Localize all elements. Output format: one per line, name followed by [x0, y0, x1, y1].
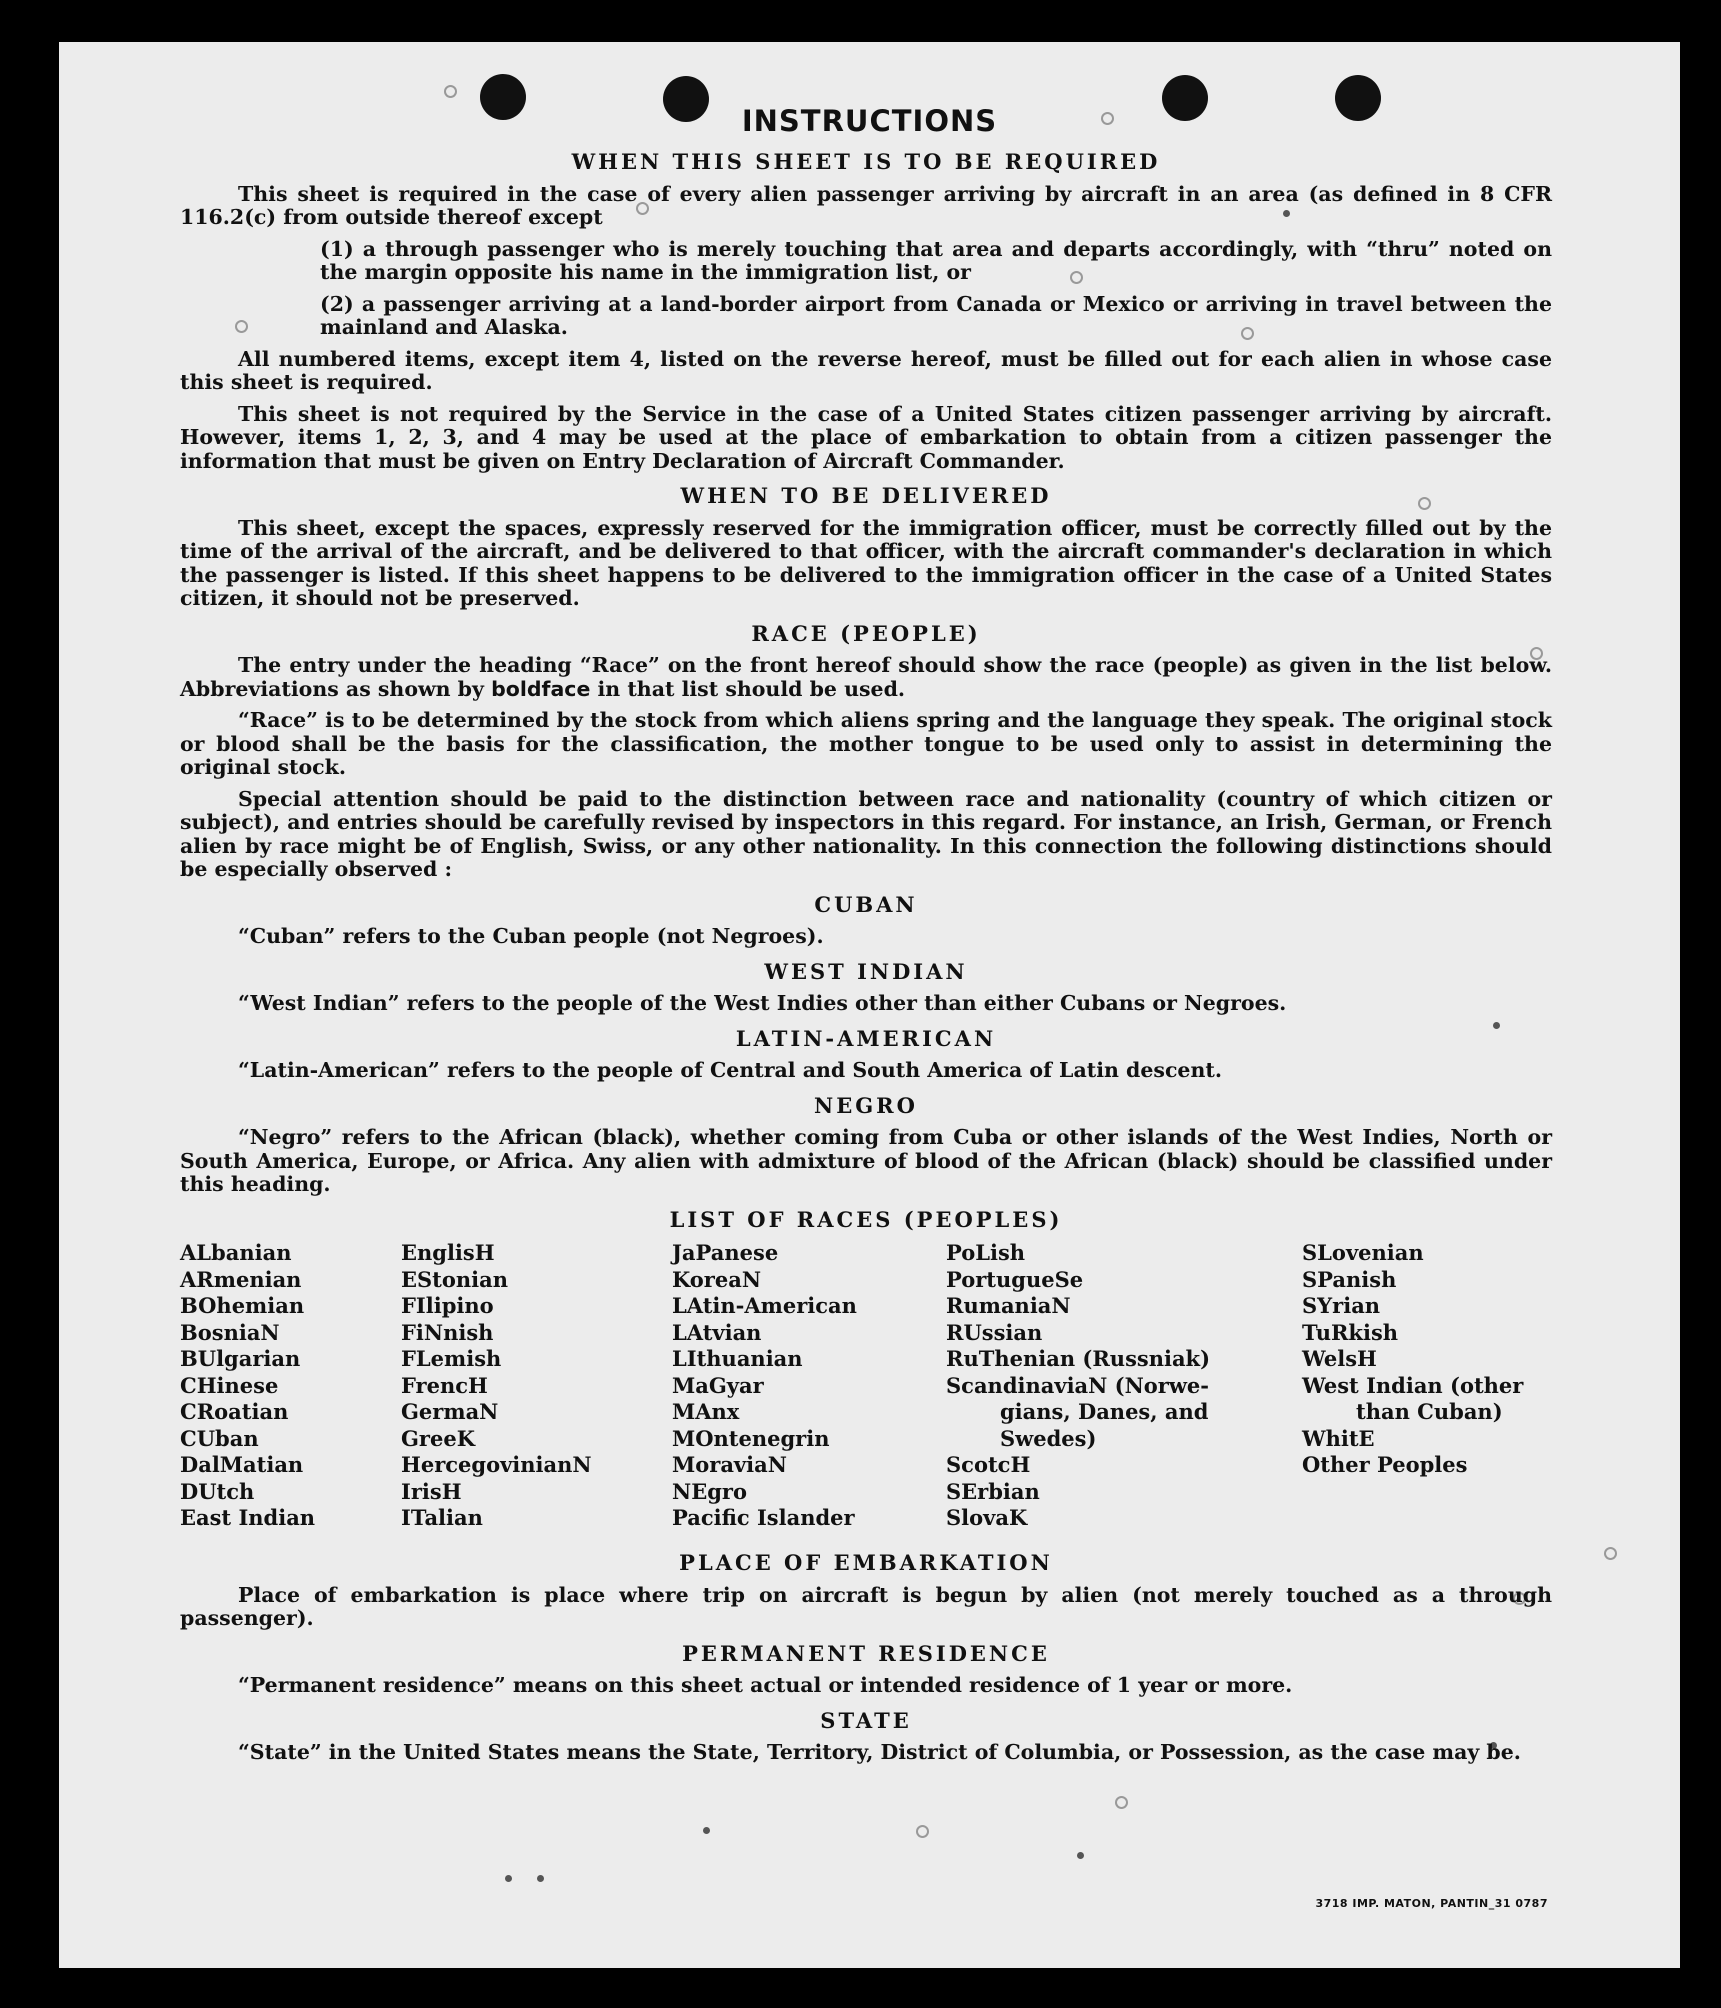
race-entry: FLemish	[401, 1346, 502, 1371]
race-entry: gians, Danes, and	[1000, 1399, 1209, 1424]
exception-item-1: (1) a through passenger who is merely touching that area and departs accordingly, with “thru” noted on the margin opposite his name in the immigration list, or	[320, 236, 1552, 284]
scan-speck	[1604, 1547, 1617, 1560]
race-entry: ScotcH	[946, 1452, 1031, 1477]
race-entry: FiNnish	[401, 1319, 494, 1345]
exception-item-2: (2) a passenger arriving at a land-border airport from Canada or Mexico or arriving in travel between the mainland and Alaska.	[320, 291, 1552, 339]
race-entry: CUban	[180, 1425, 259, 1451]
race-entry: FrencH	[401, 1372, 488, 1398]
paragraph	[180, 654, 1552, 701]
race-column	[180, 1240, 315, 1532]
scan-speck	[444, 85, 457, 98]
race-list	[180, 1240, 1552, 1540]
section-heading-embarkation: PLACE OF EMBARKATION	[679, 1550, 1053, 1575]
paragraph: This sheet, except the spaces, expressly reserved for the immigration officer, must be correctly filled out by the time of the arrival of the aircraft, and be delivered to that officer, with the aircraft commander's declaration in which the passenger is listed. If this sheet happens to be delivered to the immigration officer in the case of a United States citizen, it should not be preserved.	[180, 515, 1552, 610]
paragraph: “Negro” refers to the African (black), whether coming from Cuba or other islands of the West Indies, North or South America, Europe, or Africa. Any alien with admixture of blood of the African (black) should be classified under this heading.	[180, 1125, 1552, 1196]
race-entry: NEgro	[672, 1478, 747, 1504]
race-entry: MOntenegrin	[672, 1425, 830, 1451]
race-entry: LAtvian	[672, 1319, 762, 1345]
race-entry: SPanish	[1302, 1266, 1397, 1292]
race-entry: LIthuanian	[672, 1346, 803, 1371]
section-heading-race: RACE (PEOPLE)	[751, 620, 981, 646]
race-entry: HercegovinianN	[401, 1452, 592, 1477]
race-entry: DUtch	[180, 1478, 255, 1504]
race-column	[401, 1240, 592, 1532]
race-entry: SLovenian	[1302, 1240, 1424, 1265]
race-entry: Pacific Islander	[672, 1505, 855, 1530]
race-entry: BOhemian	[180, 1293, 305, 1318]
race-entry: ITalian	[401, 1505, 483, 1530]
race-entry: PoLish	[946, 1240, 1026, 1265]
race-entry: WelsH	[1302, 1346, 1377, 1371]
section-heading-west-indian: WEST INDIAN	[764, 958, 968, 984]
document-sheet	[59, 42, 1680, 1968]
race-entry: CHinese	[180, 1372, 279, 1398]
scan-speck	[916, 1825, 929, 1838]
race-entry: Other Peoples	[1302, 1452, 1468, 1477]
scan-speck	[1077, 1852, 1084, 1859]
section-heading-negro: NEGRO	[814, 1092, 918, 1118]
section-heading-state: STATE	[820, 1707, 912, 1733]
paragraph: All numbered items, except item 4, listed on the reverse hereof, must be filled out for each alien in whose case this sheet is required.	[180, 346, 1552, 394]
race-entry: CRoatian	[180, 1399, 289, 1424]
paragraph: This sheet is required in the case of every alien passenger arriving by aircraft in an area (as defined in 8 CFR 116.2(c) from outside thereof except	[180, 181, 1552, 229]
section-heading-cuban: CUBAN	[814, 891, 918, 917]
scan-speck	[1115, 1796, 1128, 1809]
race-entry: East Indian	[180, 1505, 316, 1530]
paragraph: “Latin-American” refers to the people of Central and South America of Latin descent.	[238, 1058, 1222, 1082]
race-entry: West Indian (other	[1302, 1372, 1524, 1398]
paragraph: “West Indian” refers to the people of the West Indies other than either Cubans or Negroes.	[238, 991, 1287, 1015]
race-entry: than Cuban)	[1356, 1399, 1503, 1424]
race-entry: ScandinaviaN (Norwe-	[946, 1372, 1210, 1398]
race-column	[946, 1240, 1210, 1532]
race-entry: ALbanian	[180, 1240, 292, 1265]
section-heading-latin-american: LATIN-AMERICAN	[735, 1025, 997, 1051]
race-entry: SlovaK	[946, 1505, 1028, 1530]
race-entry: ARmenian	[180, 1266, 302, 1292]
race-entry: TuRkish	[1302, 1319, 1399, 1345]
race-entry: DalMatian	[180, 1452, 304, 1477]
section-heading-required: WHEN THIS SHEET IS TO BE REQUIRED	[571, 149, 1161, 174]
race-entry: RuThenian (Russniak)	[946, 1346, 1211, 1371]
race-column	[672, 1240, 857, 1532]
paragraph: “Race” is to be determined by the stock from which aliens spring and the language they speak. The original stock or blood shall be the basis for the classification, the mother tongue to be used only to assist in determining the original stock.	[180, 708, 1552, 779]
race-entry: GermaN	[401, 1399, 499, 1424]
race-entry: IrisH	[401, 1478, 462, 1504]
race-entry: RumaniaN	[946, 1293, 1071, 1318]
paragraph: Special attention should be paid to the distinction between race and nationality (country of which citizen or subject), and entries should be carefully revised by inspectors in this regard. For instance, an Irish, German, or French alien by race might be of English, Swiss, or any other nationality. In this connection the following distinctions should be especially observed :	[180, 786, 1552, 881]
race-entry: LAtin-American	[672, 1293, 857, 1318]
race-entry: BosniaN	[180, 1319, 280, 1345]
section-heading-residence: PERMANENT RESIDENCE	[682, 1640, 1050, 1666]
scan-speck	[537, 1875, 544, 1882]
race-entry: WhitE	[1302, 1425, 1375, 1451]
section-heading-list-of-races: LIST OF RACES (PEOPLES)	[669, 1206, 1063, 1232]
race-entry: MaGyar	[672, 1372, 764, 1398]
scan-speck	[505, 1875, 512, 1882]
race-entry: SYrian	[1302, 1293, 1381, 1318]
race-entry: BUlgarian	[180, 1346, 301, 1371]
section-heading-delivered: WHEN TO BE DELIVERED	[680, 483, 1052, 508]
race-entry: GreeK	[401, 1425, 475, 1451]
race-entry: EStonian	[401, 1266, 508, 1292]
paragraph: “State” in the United States means the State, Territory, District of Columbia, or Possession, as the case may be.	[238, 1740, 1521, 1764]
instructions-body	[180, 150, 1552, 1773]
race-entry: PortugueSe	[946, 1266, 1084, 1292]
race-entry: FIlipino	[401, 1293, 494, 1318]
paragraph: “Permanent residence” means on this sheet actual or intended residence of 1 year or more.	[238, 1673, 1293, 1697]
race-entry: SErbian	[946, 1478, 1040, 1504]
race-entry: JaPanese	[672, 1240, 779, 1265]
text-run: in that list should be used.	[597, 676, 906, 701]
printer-footer: 3718 IMP. MATON, PANTIN_31 0787	[1315, 1897, 1548, 1910]
race-entry: Swedes)	[1000, 1425, 1097, 1451]
boldface-term: boldface	[491, 676, 591, 701]
race-column	[1302, 1240, 1523, 1479]
paragraph: “Cuban” refers to the Cuban people (not Negroes).	[238, 924, 824, 948]
scan-speck	[703, 1827, 710, 1834]
paragraph: Place of embarkation is place where trip on aircraft is begun by alien (not merely touched as a through passenger).	[180, 1582, 1552, 1630]
text-run: The entry under the heading “Race” on the front hereof should show the race (people) as given in the list below. Abbreviations as shown by	[180, 653, 1552, 701]
race-entry: MAnx	[672, 1399, 740, 1424]
paragraph: This sheet is not required by the Service in the case of a United States citizen passenger arriving by aircraft. However, items 1, 2, 3, and 4 may be used at the place of embarkation to obtain from a citizen passenger the information that must be given on Entry Declaration of Aircraft Commander.	[180, 401, 1552, 473]
race-entry: MoraviaN	[672, 1452, 787, 1477]
race-entry: KoreaN	[672, 1266, 762, 1292]
race-entry: EnglisH	[401, 1240, 495, 1265]
race-entry: RUssian	[946, 1319, 1043, 1345]
document-title: INSTRUCTIONS	[741, 104, 998, 138]
